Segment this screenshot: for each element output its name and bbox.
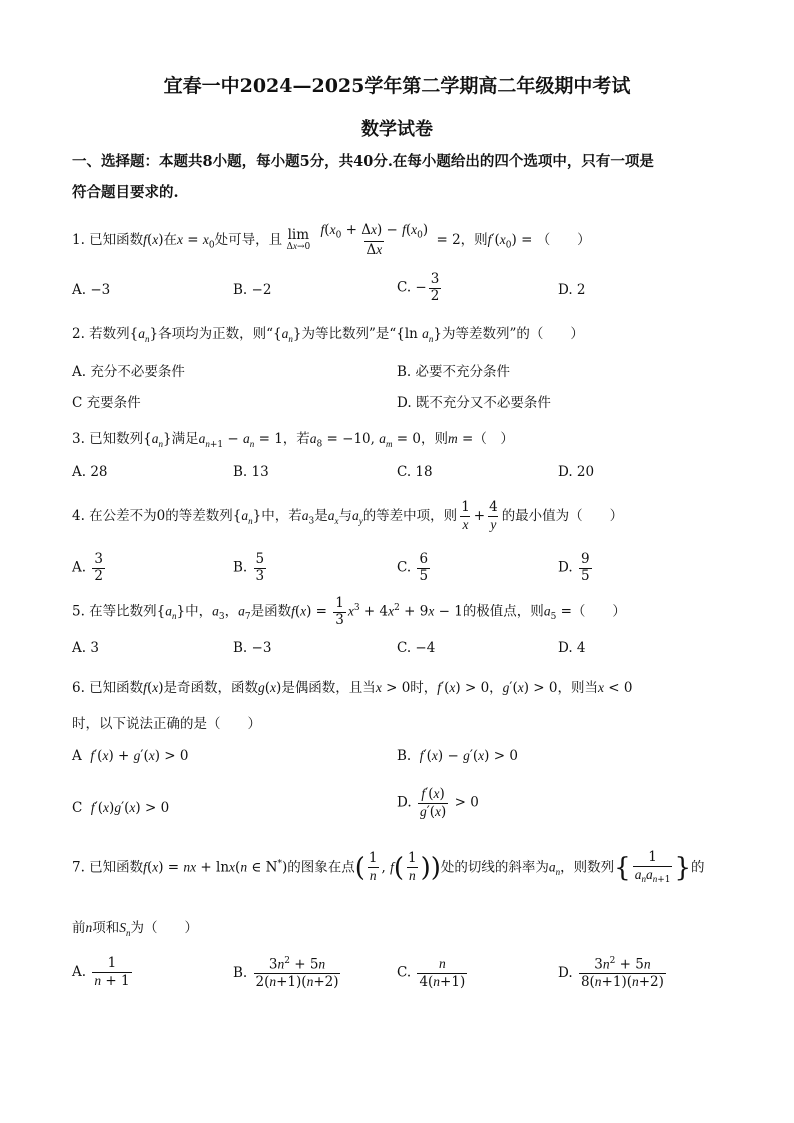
q7-option-a: A. $\frac{1}{n + 1}$ — [72, 955, 130, 989]
q2-option-a: A. 充分不必要条件 — [72, 364, 185, 380]
q2-option-b: B. 必要不充分条件 — [397, 364, 511, 380]
question-6-stem-line1: 6. 已知函数f(x)是奇函数，函数g(x)是偶函数，且当x > 0时，f′(x) > 0，g′(x) > 0，则当x < 0 — [72, 680, 633, 696]
q6-option-d: D. $\frac{f'(x)}{g'(x)}$ > 0 — [397, 786, 479, 820]
q3-option-b: B. 13 — [233, 464, 269, 480]
q3-option-c: C. 18 — [397, 464, 433, 480]
q4-option-a: A. $\frac{3}{2}$ — [72, 551, 103, 584]
question-3-stem: 3. 已知数列$\{a_n\}$满足$a_{n+1} - a_n = 1$，若$a_8 = -10$, $a_m = 0$，则m =（ ） — [72, 431, 514, 450]
q6-option-b: B. f′(x) − g′(x) > 0 — [397, 748, 518, 764]
q4-option-c: C. $\frac{6}{5}$ — [397, 551, 429, 584]
question-1-stem: 1. 已知函数f(x)在$x = x_0$处可导，且 lim Δx→0 $\frac{f(x_0 + \Delta x) - f(x_0)}{\Delta x}$ = 2，则$f'(x_0)$ = （ ） — [72, 222, 591, 259]
q5-option-d: D. 4 — [558, 640, 586, 656]
q7-option-d: D. $\frac{3n^2 + 5n}{8(n+1)(n+2)}$ — [558, 956, 664, 991]
question-7-stem-line1: 7. 已知函数f(x) = nx + lnx(n ∈ N*)的图象在点( $\frac{1}{n}$ , f( $\frac{1}{n}$ ))处的切线的斜率为$a_n$，则数列{ $\frac{1}{a_na_{n+1}}$ }的 — [72, 849, 705, 886]
q5-option-b: B. −3 — [233, 640, 272, 656]
q5-option-c: C. −4 — [397, 640, 436, 656]
q4-option-d: D. $\frac{9}{5}$ — [558, 551, 590, 584]
q6-option-a: A f′(x) + g′(x) > 0 — [72, 748, 189, 764]
exam-title: 宜春一中2024—2025学年第二学期高二年级期中考试 — [163, 75, 631, 97]
question-2-stem: 2. 若数列$\{a_n\}$各项均为正数，则“$\{a_n\}$为等比数列”是“{ln $a_n$}为等差数列”的（ ） — [72, 326, 584, 344]
question-7-stem-line2: 前n项和$S_n$为（ ） — [72, 920, 198, 938]
q1-option-c: C. − $\frac{3}{2}$ — [397, 271, 440, 304]
q2-option-c: C 充要条件 — [72, 395, 141, 411]
q7-option-b: B. $\frac{3n^2 + 5n}{2(n+1)(n+2)}$ — [233, 956, 339, 991]
exam-subtitle: 数学试卷 — [361, 119, 433, 140]
q1-option-a: A. −3 — [72, 282, 111, 298]
section-heading-line2: 符合题目要求的. — [72, 184, 179, 201]
q3-option-d: D. 20 — [558, 464, 595, 480]
q1-difference-quotient: $\frac{f(x_0 + \Delta x) - f(x_0)}{\Delta x}$ — [320, 222, 429, 259]
section-heading-line1: 一、选择题：本题共8小题，每小题5分，共40分.在每小题给出的四个选项中，只有一项是 — [72, 153, 654, 170]
q7-option-c: C. $\frac{n}{4(n+1)}$ — [397, 956, 466, 990]
q5-option-a: A. 3 — [72, 640, 99, 656]
q6-option-c: C f′(x)g′(x) > 0 — [72, 800, 170, 816]
q4-option-b: B. $\frac{5}{3}$ — [233, 551, 265, 584]
q1-option-b: B. −2 — [233, 282, 272, 298]
q3-option-a: A. 28 — [72, 464, 108, 480]
q2-option-d: D. 既不充分又不必要条件 — [397, 395, 551, 411]
q1-option-d: D. 2 — [558, 282, 586, 298]
limit-symbol: lim Δx→0 — [286, 226, 311, 253]
question-4-stem: 4. 在公差不为0的等差数列$\{a_n\}$中，若$a_3$是$a_x$与$a_y$的等差中项，则 $\frac{1}{x}$ + $\frac{4}{y}$ 的最小值为（ ） — [72, 499, 624, 532]
question-5-stem: 5. 在等比数列$\{a_n\}$中，$a_3$，$a_7$是函数f(x) = $\frac{1}{3}$ $x^3 + 4x^2 + 9x - 1$的极值点，则$a_5$ =（ ） — [72, 595, 626, 628]
question-6-stem-line2: 时，以下说法正确的是（ ） — [72, 716, 261, 732]
